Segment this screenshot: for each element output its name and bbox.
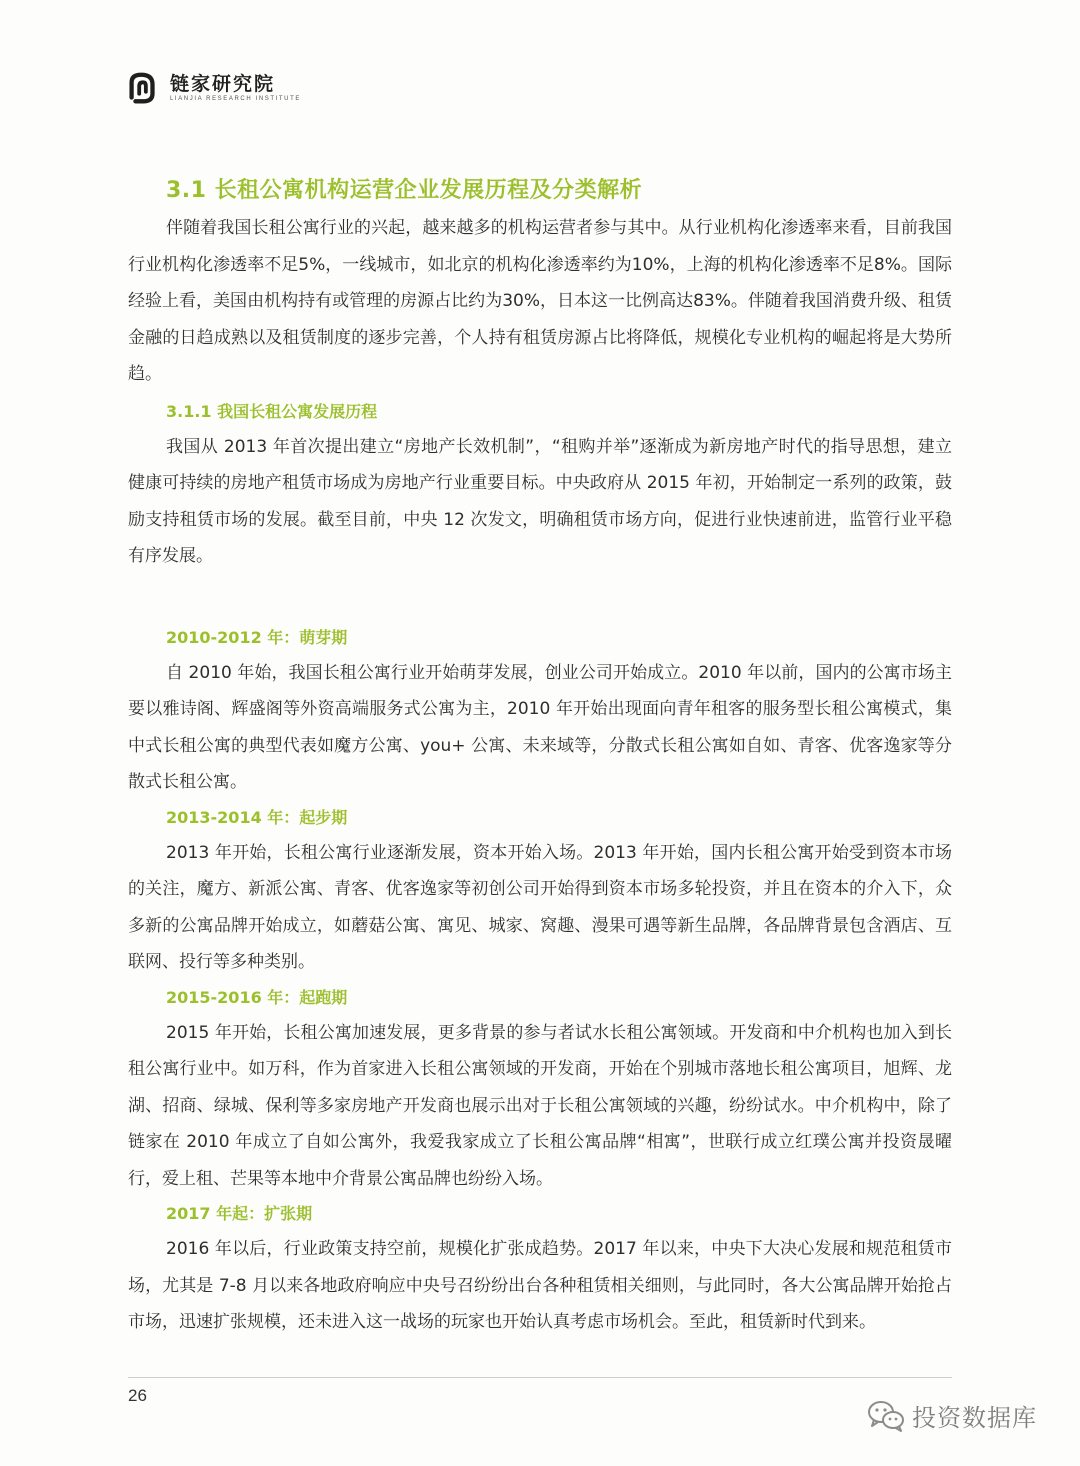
subsection-paragraph: 我国从 2013 年首次提出建立“房地产长效机制”，“租购并举”逐渐成为新房地产时代的指导思想，建立健康可持续的房地产租赁市场成为房地产行业重要目标。中央政府从 2015 年初，开始制定一系列的政策，鼓励支持租赁市场的发展。截至目前，中央 12 次发文，明确租赁市场方向，促进行业快速前进，监管行业平稳有序发展。 <box>128 436 952 566</box>
wechat-watermark <box>866 1398 1037 1433</box>
stage-paragraph-run: 2015 年开始，长租公寓加速发展，更多背景的参与者试水长租公寓领域。开发商和中介机构也加入到长租公寓行业中。如万科，作为首家进入长租公寓领域的开发商，开始在个别城市落地长租公寓项目，旭辉、龙湖、招商、绿城、保利等多家房地产开发商也展示出对于长租公寓领域的兴趣，纷纷试水。中介机构中，除了链家在 2010 年成立了自如公寓外，我爱我家成立了长租公寓品牌“相寓”，世联行成立红璞公寓并投资晟曜行，爱上租、芒果等本地中介背景公寓品牌也纷纷入场。 <box>128 1022 952 1189</box>
stage-title-expansion: 2017 年起：扩张期 <box>166 1204 313 1223</box>
stage-title-run: 2015-2016 年：起跑期 <box>166 987 348 1007</box>
subsection-title: 3.1.1 我国长租公寓发展历程 <box>166 401 378 421</box>
lianjia-logo-icon <box>124 69 162 107</box>
brand-header <box>124 68 301 108</box>
document-body <box>128 172 952 1341</box>
stage-paragraph-expansion: 2016 年以后，行业政策支持空前，规模化扩张成趋势。2017 年以来，中央下大决心发展和规范租赁市场，尤其是 7-8 月以来各地政府响应中央号召纷纷出台各种租赁相关细则，与此同时，各大公寓品牌开始抢占市场，迅速扩张规模，还未进入这一战场的玩家也开始认真考虑市场机会。至此，租赁新时代到来。 <box>128 1239 952 1332</box>
brand-name: 链家研究院 <box>170 73 276 95</box>
wechat-icon <box>866 1399 906 1433</box>
section-intro-paragraph: 伴随着我国长租公寓行业的兴起，越来越多的机构运营者参与其中。从行业机构化渗透率来看，目前我国行业机构化渗透率不足5%，一线城市，如北京的机构化渗透率约为10%，上海的机构化渗透率不足8%。国际经验上看，美国由机构持有或管理的房源占比约为30%，日本这一比例高达83%。伴随着我国消费升级、租赁金融的日趋成熟以及租赁制度的逐步完善，个人持有租赁房源占比将降低，规模化专业机构的崛起将是大势所趋。 <box>128 218 952 384</box>
stage-title-sprout: 2010-2012 年：萌芽期 <box>166 627 348 647</box>
stage-paragraph-sprout: 自 2010 年始，我国长租公寓行业开始萌芽发展，创业公司开始成立。2010 年以前，国内的公寓市场主要以雅诗阁、辉盛阁等外资高端服务式公寓为主，2010 年开始出现面向青年租客的服务型长租公寓模式，集中式长租公寓的典型代表如魔方公寓、you+ 公寓、未来域等，分散式长租公寓如自如、青客、优客逸家等分散式长租公寓。 <box>128 662 952 792</box>
footer-divider <box>128 1377 952 1378</box>
section-title: 3.1 长租公寓机构运营企业发展历程及分类解析 <box>166 178 643 203</box>
stage-paragraph-start: 2013 年开始，长租公寓行业逐渐发展，资本开始入场。2013 年开始，国内长租公寓开始受到资本市场的关注，魔方、新派公寓、青客、优客逸家等初创公司开始得到资本市场多轮投资，并且在资本的介入下，众多新的公寓品牌开始成立，如蘑菇公寓、寓见、城家、窝趣、漫果可遇等新生品牌，各品牌背景包含酒店、互联网、投行等多种类别。 <box>128 842 952 972</box>
watermark-text: 投资数据库 <box>912 1404 1037 1432</box>
page-number: 26 <box>128 1386 147 1405</box>
brand-name-english: LIANJIA RESEARCH INSTITUTE <box>170 96 301 102</box>
stage-title-start: 2013-2014 年：起步期 <box>166 807 348 827</box>
